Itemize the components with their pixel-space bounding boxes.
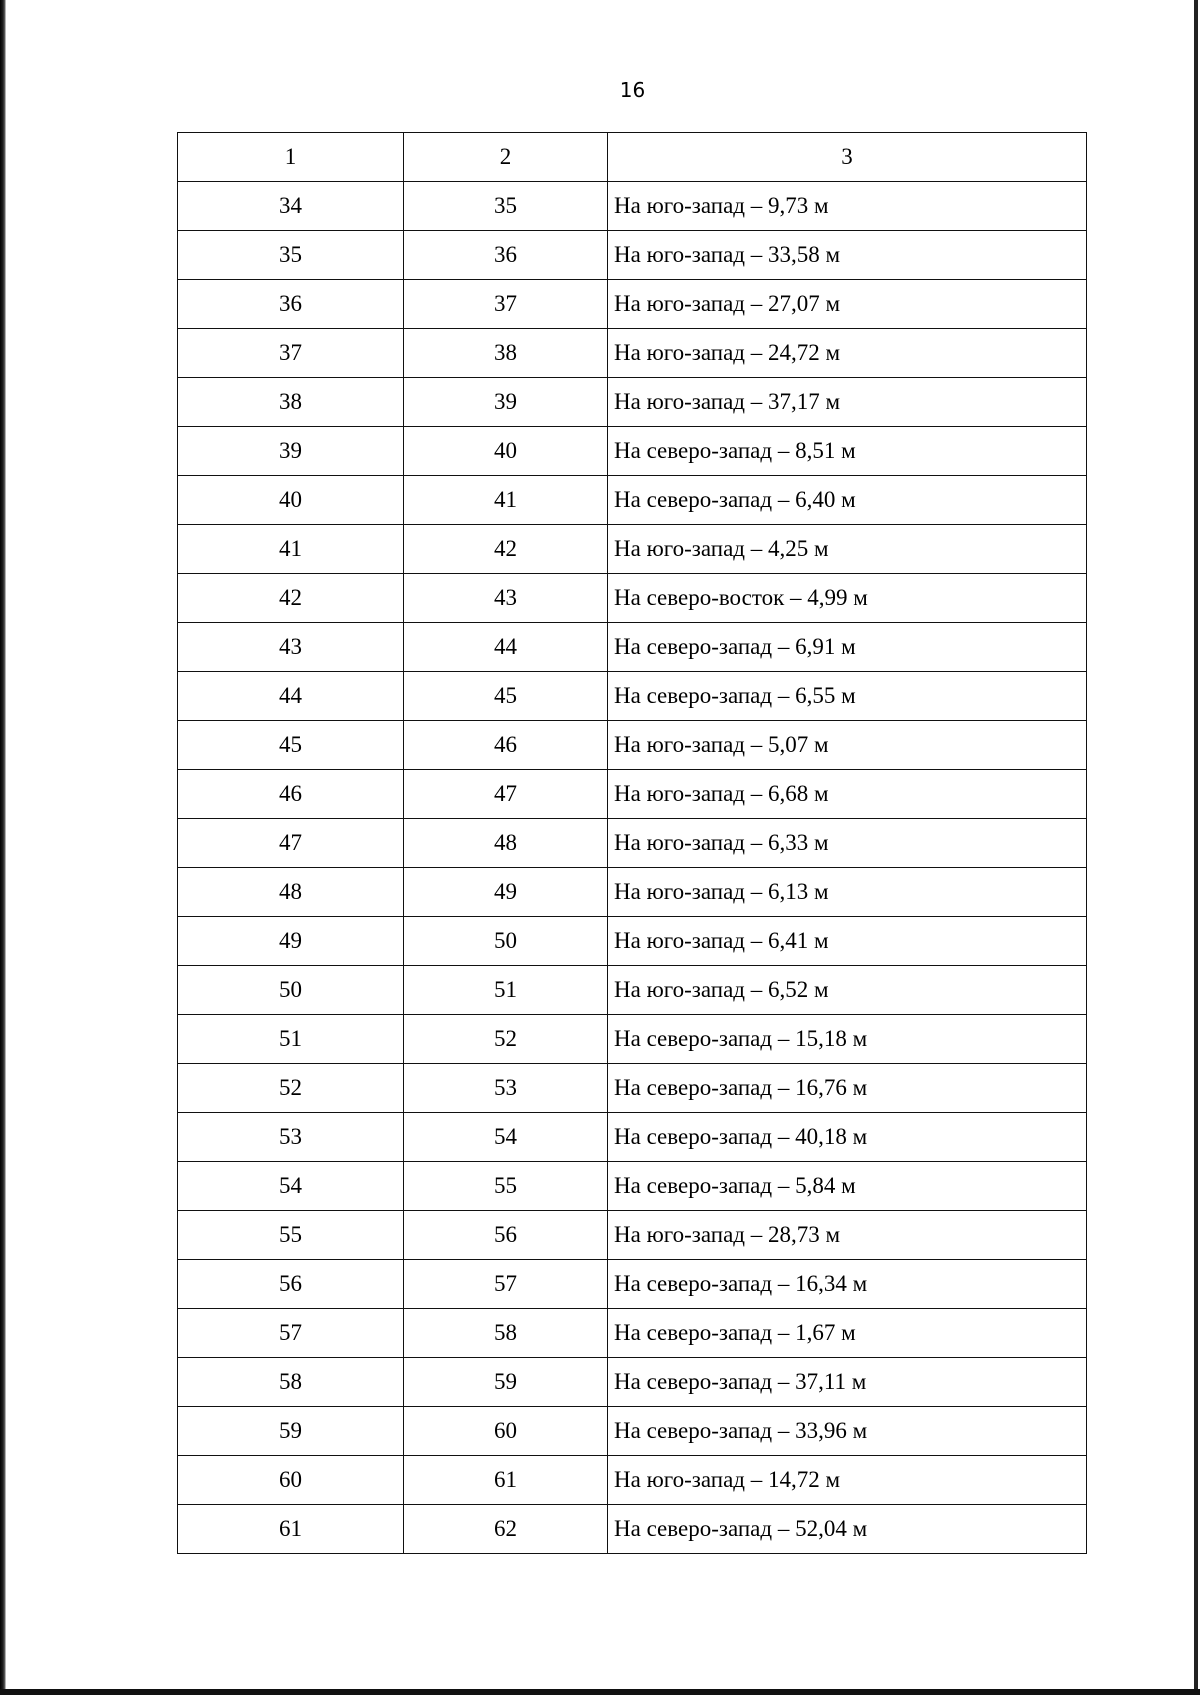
to-point-cell: 58 (404, 1309, 608, 1358)
to-point-cell: 54 (404, 1113, 608, 1162)
to-point-cell: 51 (404, 966, 608, 1015)
from-point-cell: 44 (178, 672, 404, 721)
from-point-cell: 46 (178, 770, 404, 819)
table-row (178, 378, 1087, 427)
direction-distance-cell: На юго-запад – 37,17 м (608, 378, 1087, 427)
direction-distance-cell: На северо-запад – 52,04 м (608, 1505, 1087, 1554)
table-row (178, 231, 1087, 280)
table-row (178, 1260, 1087, 1309)
page-number: 16 (619, 78, 646, 102)
direction-distance-cell: На северо-запад – 8,51 м (608, 427, 1087, 476)
to-point-cell: 50 (404, 917, 608, 966)
table-row (178, 427, 1087, 476)
scan-edge-bottom (0, 1689, 1200, 1695)
direction-distance-cell: На северо-запад – 6,91 м (608, 623, 1087, 672)
boundary-table (177, 132, 1087, 1554)
to-point-cell: 56 (404, 1211, 608, 1260)
table-row (178, 819, 1087, 868)
direction-distance-cell: На юго-запад – 27,07 м (608, 280, 1087, 329)
to-point-cell: 62 (404, 1505, 608, 1554)
from-point-cell: 47 (178, 819, 404, 868)
to-point-cell: 55 (404, 1162, 608, 1211)
to-point-cell: 40 (404, 427, 608, 476)
to-point-cell: 59 (404, 1358, 608, 1407)
table-row (178, 476, 1087, 525)
column-header-3: 3 (608, 133, 1087, 182)
direction-distance-cell: На юго-запад – 28,73 м (608, 1211, 1087, 1260)
direction-distance-cell: На северо-запад – 1,67 м (608, 1309, 1087, 1358)
to-point-cell: 48 (404, 819, 608, 868)
table-row (178, 1113, 1087, 1162)
to-point-cell: 36 (404, 231, 608, 280)
direction-distance-cell: На северо-запад – 16,34 м (608, 1260, 1087, 1309)
table-body (178, 182, 1087, 1554)
direction-distance-cell: На северо-запад – 5,84 м (608, 1162, 1087, 1211)
from-point-cell: 36 (178, 280, 404, 329)
table-row (178, 1309, 1087, 1358)
from-point-cell: 60 (178, 1456, 404, 1505)
direction-distance-cell: На северо-запад – 6,40 м (608, 476, 1087, 525)
to-point-cell: 47 (404, 770, 608, 819)
table-row (178, 721, 1087, 770)
column-header-1: 1 (178, 133, 404, 182)
from-point-cell: 53 (178, 1113, 404, 1162)
from-point-cell: 56 (178, 1260, 404, 1309)
to-point-cell: 37 (404, 280, 608, 329)
direction-distance-cell: На северо-запад – 33,96 м (608, 1407, 1087, 1456)
table-row (178, 1407, 1087, 1456)
table-row (178, 329, 1087, 378)
to-point-cell: 53 (404, 1064, 608, 1113)
direction-distance-cell: На юго-запад – 24,72 м (608, 329, 1087, 378)
to-point-cell: 42 (404, 525, 608, 574)
from-point-cell: 59 (178, 1407, 404, 1456)
to-point-cell: 41 (404, 476, 608, 525)
from-point-cell: 54 (178, 1162, 404, 1211)
table-row (178, 868, 1087, 917)
direction-distance-cell: На северо-запад – 6,55 м (608, 672, 1087, 721)
from-point-cell: 49 (178, 917, 404, 966)
table-row (178, 1358, 1087, 1407)
table-row (178, 182, 1087, 231)
table-row (178, 1456, 1087, 1505)
table-row (178, 1015, 1087, 1064)
direction-distance-cell: На юго-запад – 6,68 м (608, 770, 1087, 819)
to-point-cell: 38 (404, 329, 608, 378)
from-point-cell: 38 (178, 378, 404, 427)
table-row (178, 1162, 1087, 1211)
to-point-cell: 46 (404, 721, 608, 770)
direction-distance-cell: На юго-запад – 5,07 м (608, 721, 1087, 770)
to-point-cell: 39 (404, 378, 608, 427)
from-point-cell: 48 (178, 868, 404, 917)
table-row (178, 525, 1087, 574)
table-row (178, 770, 1087, 819)
table-row (178, 574, 1087, 623)
from-point-cell: 43 (178, 623, 404, 672)
table-row (178, 623, 1087, 672)
from-point-cell: 50 (178, 966, 404, 1015)
to-point-cell: 45 (404, 672, 608, 721)
scan-edge-left (0, 0, 6, 1695)
direction-distance-cell: На северо-запад – 15,18 м (608, 1015, 1087, 1064)
direction-distance-cell: На юго-запад – 6,33 м (608, 819, 1087, 868)
direction-distance-cell: На юго-запад – 33,58 м (608, 231, 1087, 280)
direction-distance-cell: На юго-запад – 14,72 м (608, 1456, 1087, 1505)
table-row (178, 917, 1087, 966)
boundary-table-container (177, 132, 1087, 1554)
to-point-cell: 52 (404, 1015, 608, 1064)
from-point-cell: 52 (178, 1064, 404, 1113)
from-point-cell: 45 (178, 721, 404, 770)
to-point-cell: 60 (404, 1407, 608, 1456)
to-point-cell: 35 (404, 182, 608, 231)
to-point-cell: 43 (404, 574, 608, 623)
from-point-cell: 58 (178, 1358, 404, 1407)
direction-distance-cell: На юго-запад – 6,52 м (608, 966, 1087, 1015)
direction-distance-cell: На юго-запад – 4,25 м (608, 525, 1087, 574)
direction-distance-cell: На северо-восток – 4,99 м (608, 574, 1087, 623)
from-point-cell: 39 (178, 427, 404, 476)
from-point-cell: 37 (178, 329, 404, 378)
from-point-cell: 40 (178, 476, 404, 525)
direction-distance-cell: На юго-запад – 6,41 м (608, 917, 1087, 966)
from-point-cell: 42 (178, 574, 404, 623)
from-point-cell: 61 (178, 1505, 404, 1554)
table-row (178, 966, 1087, 1015)
table-row (178, 1211, 1087, 1260)
from-point-cell: 55 (178, 1211, 404, 1260)
from-point-cell: 51 (178, 1015, 404, 1064)
direction-distance-cell: На северо-запад – 16,76 м (608, 1064, 1087, 1113)
column-header-2: 2 (404, 133, 608, 182)
to-point-cell: 61 (404, 1456, 608, 1505)
from-point-cell: 41 (178, 525, 404, 574)
to-point-cell: 49 (404, 868, 608, 917)
from-point-cell: 35 (178, 231, 404, 280)
direction-distance-cell: На северо-запад – 37,11 м (608, 1358, 1087, 1407)
table-row (178, 1505, 1087, 1554)
direction-distance-cell: На юго-запад – 9,73 м (608, 182, 1087, 231)
table-row (178, 672, 1087, 721)
from-point-cell: 34 (178, 182, 404, 231)
table-row (178, 280, 1087, 329)
from-point-cell: 57 (178, 1309, 404, 1358)
scan-edge-right (1194, 0, 1198, 1695)
to-point-cell: 57 (404, 1260, 608, 1309)
table-header-row (178, 133, 1087, 182)
to-point-cell: 44 (404, 623, 608, 672)
direction-distance-cell: На юго-запад – 6,13 м (608, 868, 1087, 917)
table-row (178, 1064, 1087, 1113)
direction-distance-cell: На северо-запад – 40,18 м (608, 1113, 1087, 1162)
